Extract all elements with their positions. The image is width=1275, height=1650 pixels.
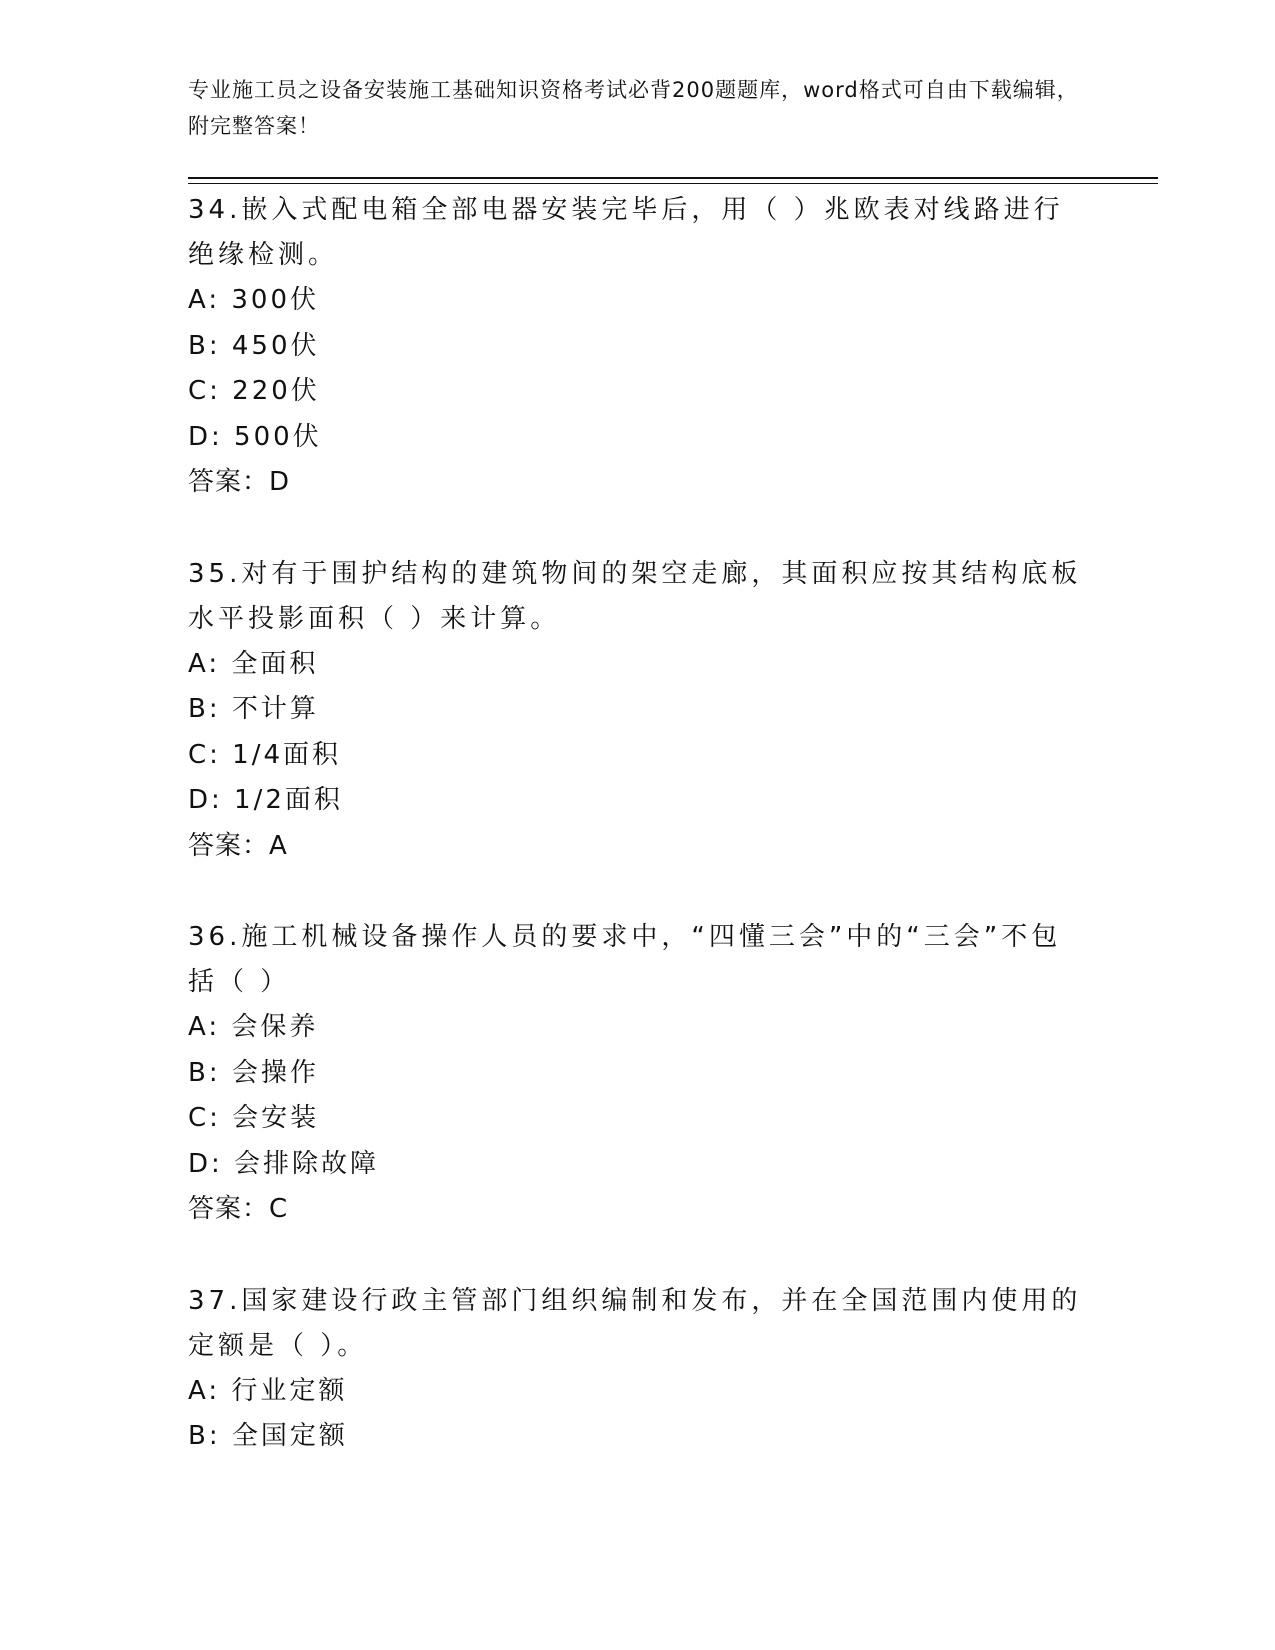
option-b: B: 450伏 xyxy=(188,330,320,361)
question-37 xyxy=(188,1279,1088,1460)
answer: 答案：D xyxy=(188,467,291,497)
option-b: B: 不计算 xyxy=(188,694,319,724)
option-a: A: 全面积 xyxy=(188,648,319,679)
question-36 xyxy=(188,915,1088,1233)
option-c: C: 1/4面积 xyxy=(188,739,342,770)
question-stem: 34.嵌入式配电箱全部电器安装完毕后，用（ ）兆欧表对线路进行绝缘检测。 xyxy=(188,195,1064,270)
answer: 答案：C xyxy=(188,1194,289,1224)
option-c: C: 220伏 xyxy=(188,376,320,406)
question-35 xyxy=(188,552,1088,870)
option-a: A: 行业定额 xyxy=(188,1375,348,1406)
option-a: A: 300伏 xyxy=(188,285,319,315)
question-34 xyxy=(188,188,1088,506)
option-d: D: 500伏 xyxy=(188,421,322,452)
option-a: A: 会保养 xyxy=(188,1012,319,1042)
header-divider-thick xyxy=(188,177,1158,179)
question-stem: 35.对有于围护结构的建筑物间的架空走廊，其面积应按其结构底板水平投影面积（ ）来计算。 xyxy=(188,558,1082,634)
question-list xyxy=(188,188,1088,1506)
option-c: C: 会安装 xyxy=(188,1103,320,1133)
option-b: B: 全国定额 xyxy=(188,1421,348,1451)
option-d: D: 会排除故障 xyxy=(188,1148,380,1179)
document-header: 专业施工员之设备安装施工基础知识资格考试必背200题题库，word格式可自由下载编辑，附完整答案！ xyxy=(188,78,1079,138)
question-stem: 37.国家建设行政主管部门组织编制和发布，并在全国范围内使用的定额是（ ）。 xyxy=(188,1285,1082,1361)
option-b: B: 会操作 xyxy=(188,1057,319,1088)
header-divider-thin xyxy=(188,183,1158,184)
answer: 答案：A xyxy=(188,830,288,861)
question-stem: 36.施工机械设备操作人员的要求中，“四懂三会”中的“三会”不包括（ ） xyxy=(188,922,1062,997)
option-d: D: 1/2面积 xyxy=(188,785,343,815)
